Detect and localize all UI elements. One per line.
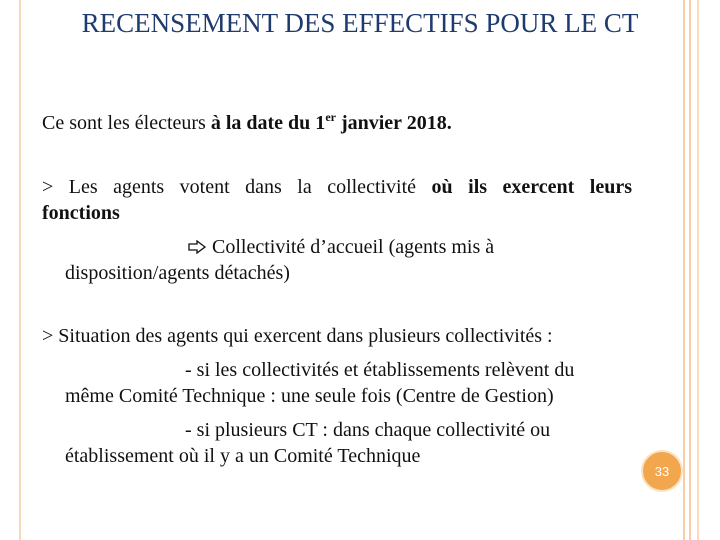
intro-prefix: Ce sont les électeurs	[42, 112, 211, 134]
frame-line-right-1	[683, 0, 685, 540]
point2-text: Situation des agents qui exercent dans plusieurs collectivités :	[53, 325, 553, 347]
intro-superscript: er	[325, 110, 336, 124]
point2-line2	[185, 358, 574, 383]
point1-line2	[42, 201, 120, 226]
point2-line1	[42, 324, 553, 349]
point2-sub-1: - si les collectivités et établissements relèvent du	[185, 359, 575, 381]
frame-line-right-3	[697, 0, 699, 540]
point1-marker: >	[42, 176, 54, 198]
point1-sub-line2	[65, 261, 290, 286]
intro-date-end: janvier 2018.	[335, 112, 452, 134]
point2-marker: >	[42, 325, 54, 347]
point1-normal: Les agents votent dans la collectivité	[53, 176, 432, 198]
point1-sub-text-1: Collectivité d’accueil (agents mis à	[212, 236, 495, 258]
point1-bold-b: fonctions	[42, 202, 120, 224]
point1-sub-text-2: disposition/agents détachés)	[65, 262, 290, 284]
point2-sub-3: - si plusieurs CT : dans chaque collectivité ou	[185, 419, 551, 441]
point1-sub-line1	[188, 235, 494, 260]
point2-line3	[65, 384, 554, 409]
page-number-badge	[641, 450, 683, 492]
frame-line-right-2	[689, 0, 691, 540]
point1-line1	[42, 175, 632, 200]
point1-bold-a: où ils exercent leurs	[431, 176, 633, 198]
point2-line5	[65, 444, 420, 469]
slide-title: RECENSEMENT DES EFFECTIFS POUR LE CT	[81, 8, 639, 38]
point2-sub-4: établissement où il y a un Comité Technique	[65, 445, 421, 467]
outline-arrow-icon	[188, 240, 206, 254]
frame-line-left	[19, 0, 21, 540]
intro-text	[42, 111, 452, 136]
intro-date-start: à la date du 1	[210, 112, 326, 134]
point2-line4	[185, 418, 550, 443]
point2-sub-2: même Comité Technique : une seule fois (Centre de Gestion)	[65, 385, 554, 407]
page-number: 33	[654, 463, 670, 479]
